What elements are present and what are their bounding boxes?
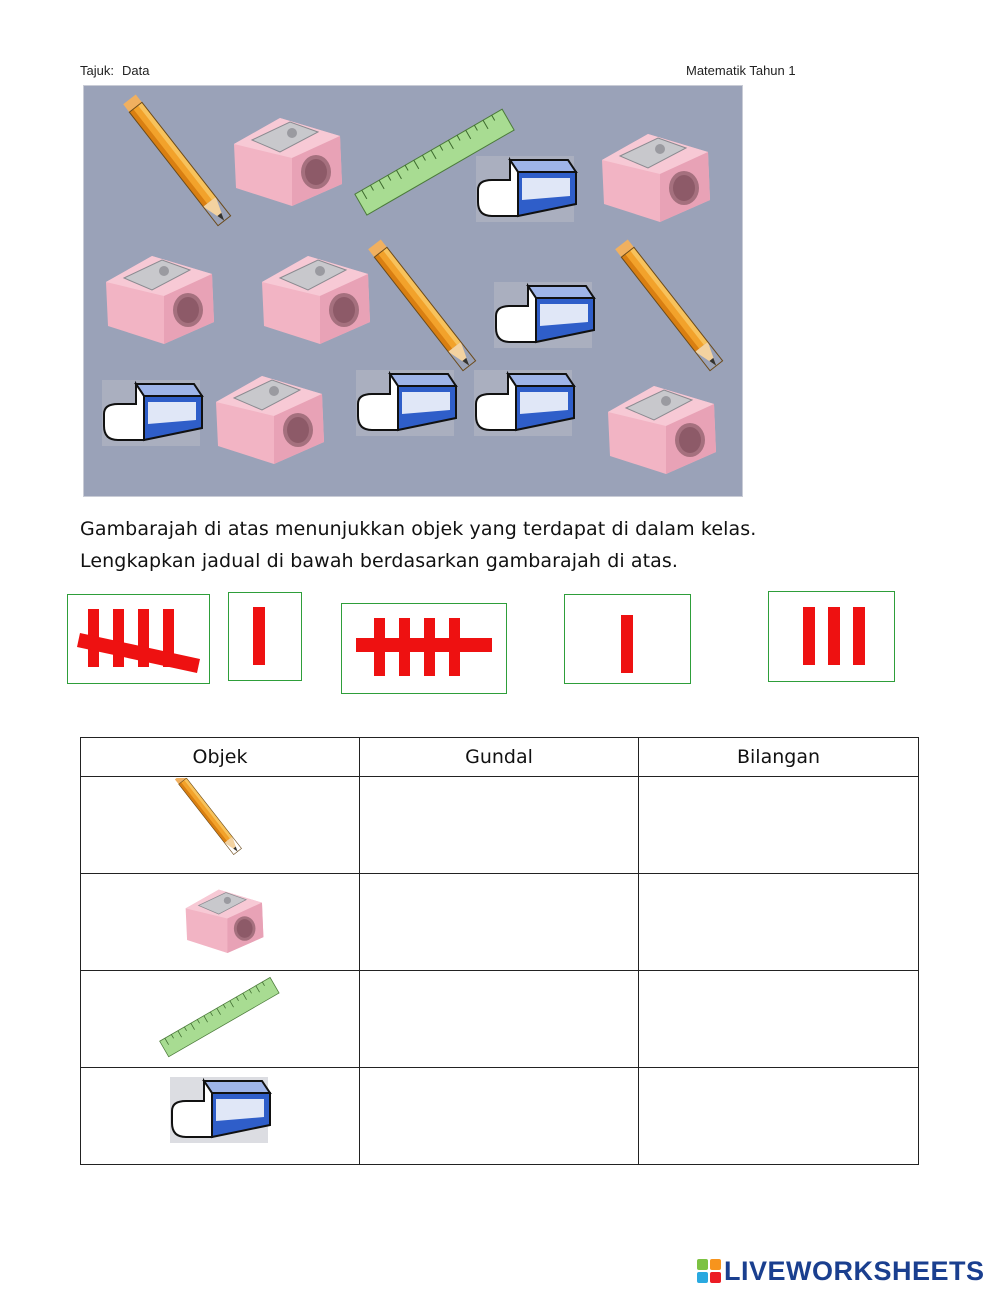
header-topic (80, 63, 149, 78)
object-cell (81, 874, 360, 971)
tally-marks-1 (229, 593, 300, 679)
sharpener-image (262, 256, 370, 344)
table-row (81, 874, 919, 971)
table-header-row (81, 738, 919, 777)
eraser-image (474, 370, 574, 436)
bilangan-input-cell[interactable] (639, 971, 919, 1068)
header-topic-label: Tajuk: (80, 63, 114, 78)
pencil-image (155, 778, 285, 868)
gundal-drop-cell[interactable] (360, 1068, 639, 1165)
sharpener-image (602, 134, 710, 222)
bilangan-input-cell[interactable] (639, 1068, 919, 1165)
header-objek: Objek (81, 738, 360, 777)
bilangan-input-cell[interactable] (639, 874, 919, 971)
bilangan-input-cell[interactable] (639, 777, 919, 874)
classroom-objects-picture (83, 85, 743, 497)
sharpener-image (608, 386, 716, 474)
header-bilangan: Bilangan (639, 738, 919, 777)
table-row (81, 1068, 919, 1165)
header-topic-value: Data (121, 63, 150, 78)
eraser-image (160, 1069, 280, 1159)
tally-marks-6 (68, 595, 208, 682)
tally-card[interactable] (228, 592, 302, 681)
pencil-image (368, 239, 475, 370)
eraser-image (102, 380, 202, 446)
table-row (81, 777, 919, 874)
instruction-line-1: Gambarajah di atas menunjukkan objek yang terdapat di dalam kelas. (80, 518, 757, 540)
header-gundal: Gundal (360, 738, 639, 777)
tally-card[interactable] (67, 594, 210, 684)
tally-card[interactable] (768, 591, 895, 682)
liveworksheets-logo-icon (696, 1258, 722, 1284)
table-row (81, 971, 919, 1068)
tally-card[interactable] (564, 594, 691, 684)
sharpener-image (216, 376, 324, 464)
gundal-drop-cell[interactable] (360, 971, 639, 1068)
tally-card[interactable] (341, 603, 507, 694)
pencil-image (123, 94, 230, 225)
instruction-line-2: Lengkapkan jadual di bawah berdasarkan gambarajah di atas. (80, 550, 679, 572)
eraser-image (494, 282, 594, 348)
tally-marks-3 (769, 592, 893, 680)
object-cell (81, 777, 360, 874)
pencil-image (615, 239, 722, 370)
sharpener-image (234, 118, 342, 206)
object-cell (81, 1068, 360, 1165)
liveworksheets-logo-text: LIVEWORKSHEETS (724, 1255, 985, 1286)
liveworksheets-logo (696, 1254, 985, 1288)
gundal-drop-cell[interactable] (360, 874, 639, 971)
gundal-drop-cell[interactable] (360, 777, 639, 874)
header-subject: Matematik Tahun 1 (686, 63, 796, 78)
eraser-image (476, 156, 576, 222)
sharpener-image (106, 256, 214, 344)
tally-marks-5 (342, 604, 505, 692)
sharpener-image (155, 875, 285, 965)
answer-table (80, 737, 919, 1165)
ruler-image (150, 972, 290, 1062)
object-cell (81, 971, 360, 1068)
eraser-image (356, 370, 456, 436)
tally-marks-1 (565, 595, 689, 682)
